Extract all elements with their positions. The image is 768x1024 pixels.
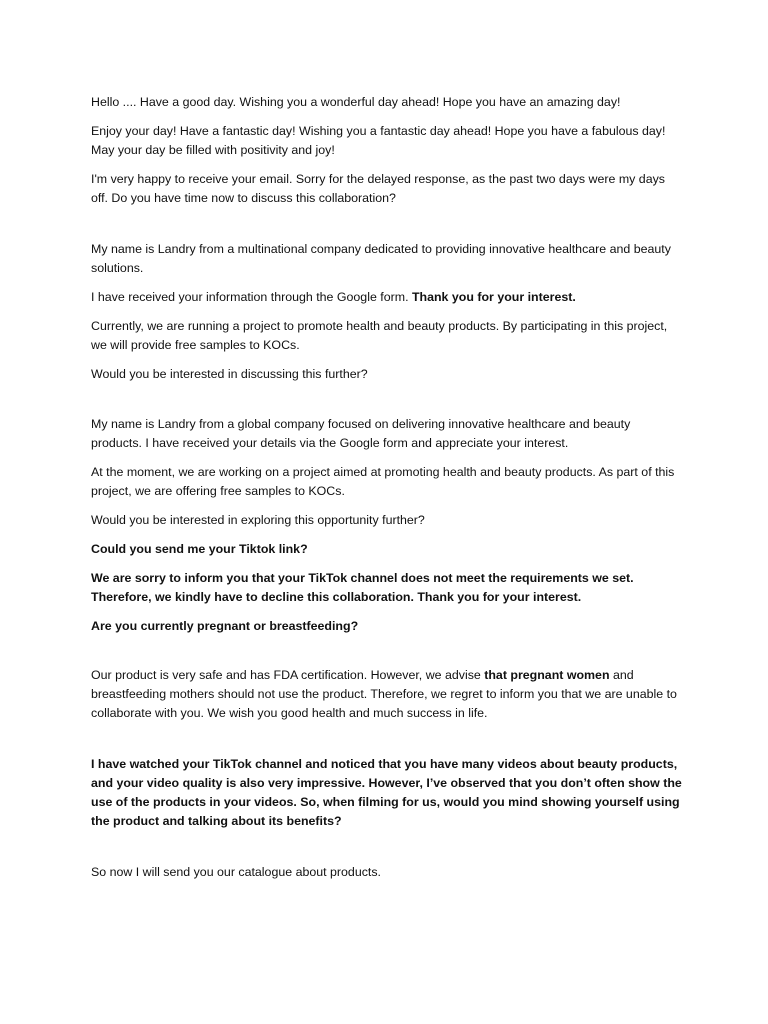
pregnant-reply-text-post: and breastfeeding mothers should not use the product. Therefore, we regret to inform you that we are unable to collaborate with you. We wish you good health and much success in life. (91, 668, 677, 720)
intro-a-paragraph-2 (91, 288, 683, 307)
intro-b-paragraph-3: Would you be interested in exploring this opportunity further? (91, 513, 425, 527)
decline-paragraph: We are sorry to inform you that your TikTok channel does not meet the requirements we set. Therefore, we kindly have to decline this collaboration. Thank you for your interest. (91, 571, 634, 604)
intro-b-paragraph-1: My name is Landry from a global company focused on delivering innovative healthcare and beauty products. I have received your details via the Google form and appreciate your interest. (91, 417, 631, 450)
intro-a-paragraph-4: Would you be interested in discussing this further? (91, 367, 368, 381)
intro-a-paragraph-2-bold: Thank you for your interest. (411, 290, 576, 304)
greeting-paragraph-1: Hello .... Have a good day. Wishing you a wonderful day ahead! Hope you have an amazing day! (91, 95, 621, 109)
catalogue-paragraph: So now I will send you our catalogue about products. (91, 865, 381, 879)
pregnant-reply-paragraph (91, 666, 683, 723)
ask-tiktok-paragraph: Could you send me your Tiktok link? (91, 542, 308, 556)
pregnant-reply-text-bold: that pregnant women (484, 668, 610, 682)
pregnant-reply-text-pre: Our product is very safe and has FDA certification. However, we advise (91, 668, 485, 682)
greeting-paragraph-2: Enjoy your day! Have a fantastic day! Wishing you a fantastic day ahead! Hope you have a fabulous day! May your day be filled with positivity and joy! (91, 124, 666, 157)
channel-feedback-paragraph: I have watched your TikTok channel and noticed that you have many videos about beauty products, and your video quality is also very impressive. However, I’ve observed that you don’t often show the use of the products in your videos. So, when filming for us, would you mind showing yourself using the product and talking about its benefits? (91, 757, 682, 828)
reply-delay-paragraph: I'm very happy to receive your email. Sorry for the delayed response, as the past two days were my days off. Do you have time now to discuss this collaboration? (91, 172, 665, 205)
intro-a-paragraph-3: Currently, we are running a project to promote health and beauty products. By participating in this project, we will provide free samples to KOCs. (91, 319, 668, 352)
document-page (91, 93, 683, 892)
intro-a-paragraph-1: My name is Landry from a multinational company dedicated to providing innovative healthcare and beauty solutions. (91, 242, 671, 275)
intro-a-paragraph-2-text: I have received your information through the Google form. (91, 290, 412, 304)
ask-pregnant-paragraph: Are you currently pregnant or breastfeeding? (91, 619, 359, 633)
intro-b-paragraph-2: At the moment, we are working on a project aimed at promoting health and beauty products. As part of this project, we are offering free samples to KOCs. (91, 465, 675, 498)
